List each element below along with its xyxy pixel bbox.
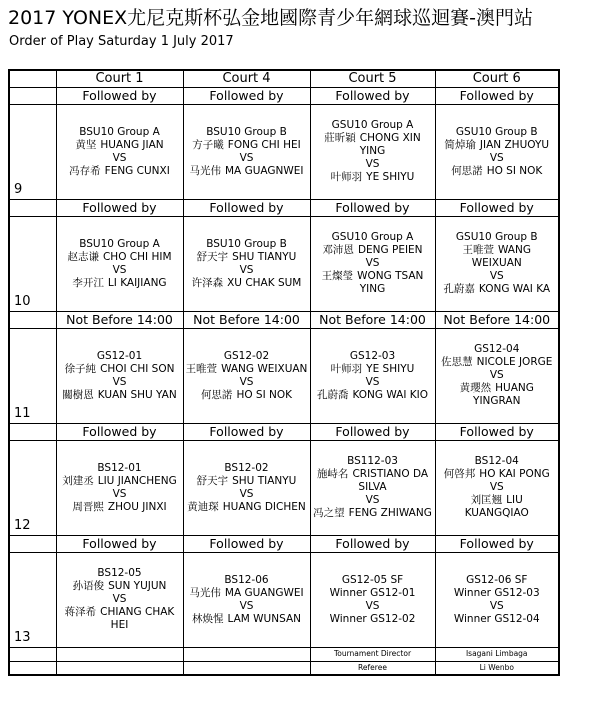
separator-row <box>9 535 559 552</box>
separator-row <box>9 423 559 440</box>
player-two-chinese: 叶师羽 <box>330 171 363 183</box>
player-one-name: CHOI CHI SON <box>100 362 175 375</box>
player-two-name: FENG ZHIWANG <box>348 507 432 519</box>
separator-row <box>9 87 559 104</box>
separator-row <box>9 311 559 328</box>
player-one-chinese: 简焯瑜 <box>444 138 476 151</box>
order-note: Followed by <box>56 423 183 440</box>
player-one-name: YE SHIYU <box>366 362 415 375</box>
player-two-chinese: 刘匡翘 <box>470 494 503 506</box>
match-cell <box>56 552 183 647</box>
referee-row <box>9 661 559 675</box>
player-one-chinese: 何啓邦 <box>443 468 476 480</box>
player-one <box>438 244 557 270</box>
player-two <box>59 606 181 632</box>
player-two-name: FENG CUNXI <box>104 164 170 177</box>
event-name: BSU10 Group B <box>206 125 287 138</box>
event-name: GSU10 Group B <box>455 125 538 138</box>
match-row <box>9 440 559 535</box>
order-note: Followed by <box>310 87 435 104</box>
player-two <box>186 165 308 178</box>
player-two <box>59 389 181 402</box>
player-two <box>438 382 557 408</box>
versus-label: VS <box>112 593 127 605</box>
player-one-chinese: 赵志谦 <box>67 250 99 263</box>
versus-label: VS <box>489 369 504 381</box>
player-one <box>186 587 308 600</box>
player-two <box>186 613 308 626</box>
player-two <box>186 389 308 402</box>
event-name: GS12-04 <box>474 343 520 355</box>
player-one-chinese: 黄坚 <box>75 138 97 151</box>
player-two-name: HO SI NOK <box>486 164 543 177</box>
player-two <box>313 613 433 626</box>
versus-label: VS <box>489 599 504 612</box>
match-cell <box>183 104 310 199</box>
match-cell <box>310 216 435 311</box>
event-name: GS12-02 <box>223 349 270 362</box>
player-one-chinese: 舒天宇 <box>196 250 229 263</box>
player-two-name: HUANG YINGRAN <box>473 382 534 407</box>
player-one <box>313 244 433 257</box>
player-one <box>59 251 181 264</box>
player-two-name: KUAN SHU YAN <box>97 388 177 401</box>
player-one-name: WANG WEIXUAN <box>221 362 308 375</box>
order-note: Not Before 14:00 <box>183 311 310 328</box>
player-two-name: HUANG DICHEN <box>222 500 306 513</box>
player-one-chinese: 孙语俊 <box>72 580 105 592</box>
match-cell <box>435 440 559 535</box>
player-one-chinese: 叶师羽 <box>330 362 363 375</box>
player-two-chinese: 何思諾 <box>451 164 483 177</box>
match-number: 9 <box>9 104 56 199</box>
player-two-name: KONG WAI KIO <box>352 388 429 401</box>
player-two-chinese: 黄瓔然 <box>459 382 492 394</box>
order-note: Followed by <box>435 535 559 552</box>
player-two <box>313 171 433 184</box>
player-one-chinese: 方子曦 <box>192 138 224 151</box>
order-note: Followed by <box>435 87 559 104</box>
director-name: Isagani Limbaga <box>435 647 559 661</box>
player-two-chinese: 關樹恩 <box>62 388 94 401</box>
match-row <box>9 552 559 647</box>
match-cell <box>56 328 183 423</box>
player-two-chinese: 孔蔚嘉 <box>443 283 475 295</box>
player-two <box>186 501 308 514</box>
player-one <box>438 356 557 369</box>
order-note: Followed by <box>56 87 183 104</box>
match-cell <box>56 440 183 535</box>
player-two <box>59 277 181 290</box>
match-number: 10 <box>9 216 56 311</box>
versus-label: VS <box>239 487 254 500</box>
director-label: Tournament Director <box>310 647 435 661</box>
event-name: BSU10 Group A <box>79 237 160 250</box>
match-row <box>9 328 559 423</box>
court-header: Court 6 <box>435 70 559 87</box>
player-one-name: MA GUANGWEI <box>224 586 304 599</box>
court-header: Court 4 <box>183 70 310 87</box>
court-header: Court 1 <box>56 70 183 87</box>
referee-name: Li Wenbo <box>435 661 559 675</box>
versus-label: VS <box>239 151 254 164</box>
empty-cell <box>9 311 56 328</box>
player-one <box>438 587 557 600</box>
event-name: GS12-01 <box>96 349 143 362</box>
player-two-chinese: 何思諾 <box>200 388 233 401</box>
player-one-chinese: 马光伟 <box>189 586 221 599</box>
match-number: 11 <box>9 328 56 423</box>
player-one-name: SUN YUJUN <box>108 580 167 592</box>
versus-label: VS <box>365 375 380 388</box>
separator-row <box>9 199 559 216</box>
match-number: 13 <box>9 552 56 647</box>
player-two-chinese: 黄迪琛 <box>187 500 219 513</box>
player-two <box>438 613 557 626</box>
player-two <box>438 494 557 520</box>
versus-label: VS <box>489 481 504 493</box>
order-note: Followed by <box>183 87 310 104</box>
match-cell <box>310 552 435 647</box>
player-two-chinese: 林焕惺 <box>192 612 224 625</box>
player-two-chinese: 许泽森 <box>191 276 224 289</box>
player-two-chinese: 冯存希 <box>69 164 101 177</box>
court-header: Court 5 <box>310 70 435 87</box>
player-one-chinese: 王唯萱 <box>462 244 494 256</box>
player-two <box>313 507 433 520</box>
match-cell <box>56 216 183 311</box>
match-cell <box>435 216 559 311</box>
player-one <box>59 475 181 488</box>
order-note: Followed by <box>310 535 435 552</box>
event-name: BS12-04 <box>474 455 519 467</box>
player-two-name: HO SI NOK <box>236 388 293 401</box>
versus-label: VS <box>365 158 380 170</box>
player-two-name: Winner GS12-02 <box>329 612 416 625</box>
match-cell <box>435 552 559 647</box>
event-name: GS12-05 SF <box>341 573 404 586</box>
player-one-name: CHO CHI HIM <box>102 250 172 263</box>
order-note: Followed by <box>183 535 310 552</box>
player-two-name: LAM WUNSAN <box>227 612 301 625</box>
player-two <box>59 501 181 514</box>
order-note: Followed by <box>56 199 183 216</box>
order-note: Followed by <box>310 423 435 440</box>
event-name: BS112-03 <box>347 455 398 467</box>
player-one-name: FONG CHI HEI <box>227 138 301 151</box>
order-note: Not Before 14:00 <box>435 311 559 328</box>
empty-cell <box>9 87 56 104</box>
match-cell <box>310 440 435 535</box>
player-two-chinese: 蒋泽希 <box>64 606 97 618</box>
player-one-name: Winner GS12-03 <box>453 586 540 599</box>
match-cell <box>310 104 435 199</box>
versus-label: VS <box>365 599 380 612</box>
player-two-chinese: 冯之望 <box>313 507 345 519</box>
player-one <box>186 139 308 152</box>
event-name: BS12-05 <box>97 567 142 579</box>
versus-label: VS <box>239 375 254 388</box>
player-one-name: Winner GS12-01 <box>329 586 416 599</box>
match-cell <box>435 328 559 423</box>
player-one-name: HO KAI PONG <box>479 468 550 480</box>
empty-cell <box>9 535 56 552</box>
empty-cell <box>9 199 56 216</box>
versus-label: VS <box>239 263 254 276</box>
player-one <box>186 363 308 376</box>
order-note: Followed by <box>183 199 310 216</box>
court-header-row <box>9 70 559 87</box>
versus-label: VS <box>365 257 380 269</box>
event-name: GSU10 Group B <box>455 231 538 243</box>
event-name: GSU10 Group A <box>331 231 414 243</box>
match-cell <box>183 552 310 647</box>
versus-label: VS <box>112 375 127 388</box>
event-name: BS12-01 <box>97 461 142 474</box>
match-cell <box>435 104 559 199</box>
player-one-name: NICOLE JORGE <box>476 356 553 368</box>
player-two <box>313 270 433 296</box>
player-two-name: Winner GS12-04 <box>453 612 540 625</box>
order-note: Followed by <box>435 199 559 216</box>
player-two-name: WONG TSAN YING <box>357 270 424 295</box>
order-note: Followed by <box>310 199 435 216</box>
player-two-chinese: 王燦瑩 <box>321 270 354 282</box>
match-cell <box>183 328 310 423</box>
player-two-chinese: 孔蔚喬 <box>316 388 349 401</box>
player-two-name: XU CHAK SUM <box>227 276 302 289</box>
player-two <box>438 283 557 296</box>
page-title: 2017 YONEX尤尼克斯杯弘金地國際青少年網球巡迴賽-澳門站 <box>8 7 534 29</box>
player-one <box>313 587 433 600</box>
player-one <box>59 580 181 593</box>
player-one-chinese: 佐思慧 <box>441 356 473 368</box>
order-note: Followed by <box>183 423 310 440</box>
player-one-chinese: 莊昕穎 <box>324 132 356 144</box>
player-one-chinese: 王唯萱 <box>185 362 218 375</box>
player-one-name: DENG PEIEN <box>357 244 423 256</box>
player-one-name: CHONG XIN YING <box>359 132 421 157</box>
event-name: BS12-02 <box>224 461 269 474</box>
empty-cell <box>9 423 56 440</box>
player-two-chinese: 李开江 <box>72 276 104 289</box>
referee-label: Referee <box>310 661 435 675</box>
player-one <box>313 363 433 376</box>
player-two-chinese: 马光伟 <box>189 164 221 177</box>
player-one-chinese: 施峙名 <box>316 468 349 480</box>
event-name: GS12-03 <box>349 349 396 362</box>
event-name: BS12-06 <box>224 573 269 586</box>
versus-label: VS <box>489 151 504 164</box>
player-one <box>186 251 308 264</box>
player-one-name: JIAN ZHUOYU <box>479 138 550 151</box>
player-two <box>59 165 181 178</box>
versus-label: VS <box>112 487 127 500</box>
versus-label: VS <box>239 599 254 612</box>
player-one-name: WANG WEIXUAN <box>471 244 531 269</box>
versus-label: VS <box>112 151 127 164</box>
match-cell <box>183 440 310 535</box>
player-one <box>438 468 557 481</box>
order-note: Not Before 14:00 <box>56 311 183 328</box>
player-one <box>186 475 308 488</box>
player-one-name: CRISTIANO DA SILVA <box>352 468 429 493</box>
corner-cell <box>9 70 56 87</box>
player-one <box>313 132 433 158</box>
versus-label: VS <box>112 263 127 276</box>
player-one <box>438 139 557 152</box>
director-row <box>9 647 559 661</box>
match-number: 12 <box>9 440 56 535</box>
footer-rows <box>9 647 559 675</box>
event-name: GSU10 Group A <box>331 119 414 131</box>
order-note: Followed by <box>56 535 183 552</box>
player-one <box>59 363 181 376</box>
player-two-name: LI KAIJIANG <box>107 276 167 289</box>
event-name: BSU10 Group A <box>79 125 160 138</box>
player-one <box>313 468 433 494</box>
player-two-name: LIU KUANGQIAO <box>464 494 529 519</box>
schedule-table <box>8 69 560 676</box>
versus-label: VS <box>489 270 504 282</box>
match-row <box>9 216 559 311</box>
player-one-chinese: 刘建丞 <box>62 474 94 487</box>
player-two-name: CHIANG CHAK HEI <box>100 606 175 631</box>
match-row <box>9 104 559 199</box>
order-note: Followed by <box>435 423 559 440</box>
player-one-chinese: 邓沛恩 <box>322 244 354 256</box>
match-cell <box>183 216 310 311</box>
match-cell <box>310 328 435 423</box>
player-one-name: SHU TIANYU <box>232 474 297 487</box>
player-one-name: LIU JIANCHENG <box>97 474 177 487</box>
player-two-name: YE SHIYU <box>366 171 415 183</box>
event-name: BSU10 Group B <box>206 237 287 250</box>
player-one-chinese: 舒天宇 <box>196 474 229 487</box>
player-two <box>186 277 308 290</box>
page-subtitle: Order of Play Saturday 1 July 2017 <box>9 34 234 49</box>
player-two <box>438 165 557 178</box>
player-one-name: SHU TIANYU <box>232 250 297 263</box>
player-two-name: ZHOU JINXI <box>107 500 167 513</box>
player-one <box>59 139 181 152</box>
versus-label: VS <box>365 494 380 506</box>
player-one-name: HUANG JIAN <box>100 138 164 151</box>
event-name: GS12-06 SF <box>466 573 528 586</box>
player-two-chinese: 周晋熙 <box>72 500 104 513</box>
order-note: Not Before 14:00 <box>310 311 435 328</box>
player-two-name: KONG WAI KA <box>478 283 551 295</box>
player-one-chinese: 徐子純 <box>64 362 97 375</box>
player-two-name: MA GUAGNWEI <box>224 164 304 177</box>
match-cell <box>56 104 183 199</box>
player-two <box>313 389 433 402</box>
